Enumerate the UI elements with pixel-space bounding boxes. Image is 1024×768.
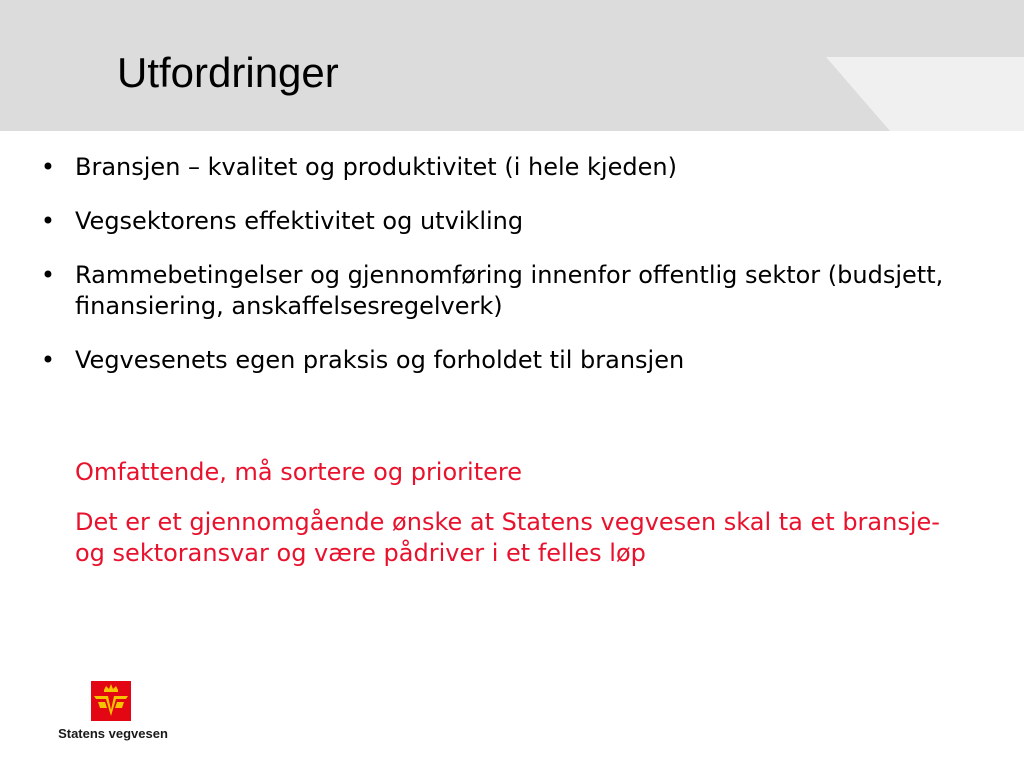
bullet-item — [38, 260, 988, 322]
bullet-marker: • — [40, 346, 56, 374]
bullet-list — [38, 152, 988, 399]
bullet-item — [38, 206, 988, 237]
highlight-note: Det er et gjennomgående ønske at Statens vegvesen skal ta et bransje- og sektoransvar og være pådriver i et felles løp — [75, 508, 940, 567]
bullet-text: Bransjen – kvalitet og produktivitet (i hele kjeden) — [75, 153, 677, 181]
bullet-text: Rammebetingelser og gjennomføring innenfor offentlig sektor (budsjett, finansiering, anskaffelsesregelverk) — [75, 261, 944, 320]
statens-vegvesen-logo — [52, 676, 174, 742]
bullet-item — [38, 345, 988, 376]
slide-title: Utfordringer — [117, 49, 339, 96]
highlight-note: Omfattende, må sortere og prioritere — [75, 458, 522, 486]
bullet-marker: • — [40, 207, 56, 235]
highlight-notes — [75, 457, 975, 588]
bullet-marker: • — [40, 261, 56, 289]
bullet-marker: • — [40, 153, 56, 181]
bullet-item — [38, 152, 988, 183]
bullet-text: Vegvesenets egen praksis og forholdet til bransjen — [75, 346, 685, 374]
logo-text: Statens vegvesen — [58, 726, 168, 741]
bullet-text: Vegsektorens effektivitet og utvikling — [75, 207, 524, 235]
statens-vegvesen-emblem-icon — [88, 678, 134, 724]
